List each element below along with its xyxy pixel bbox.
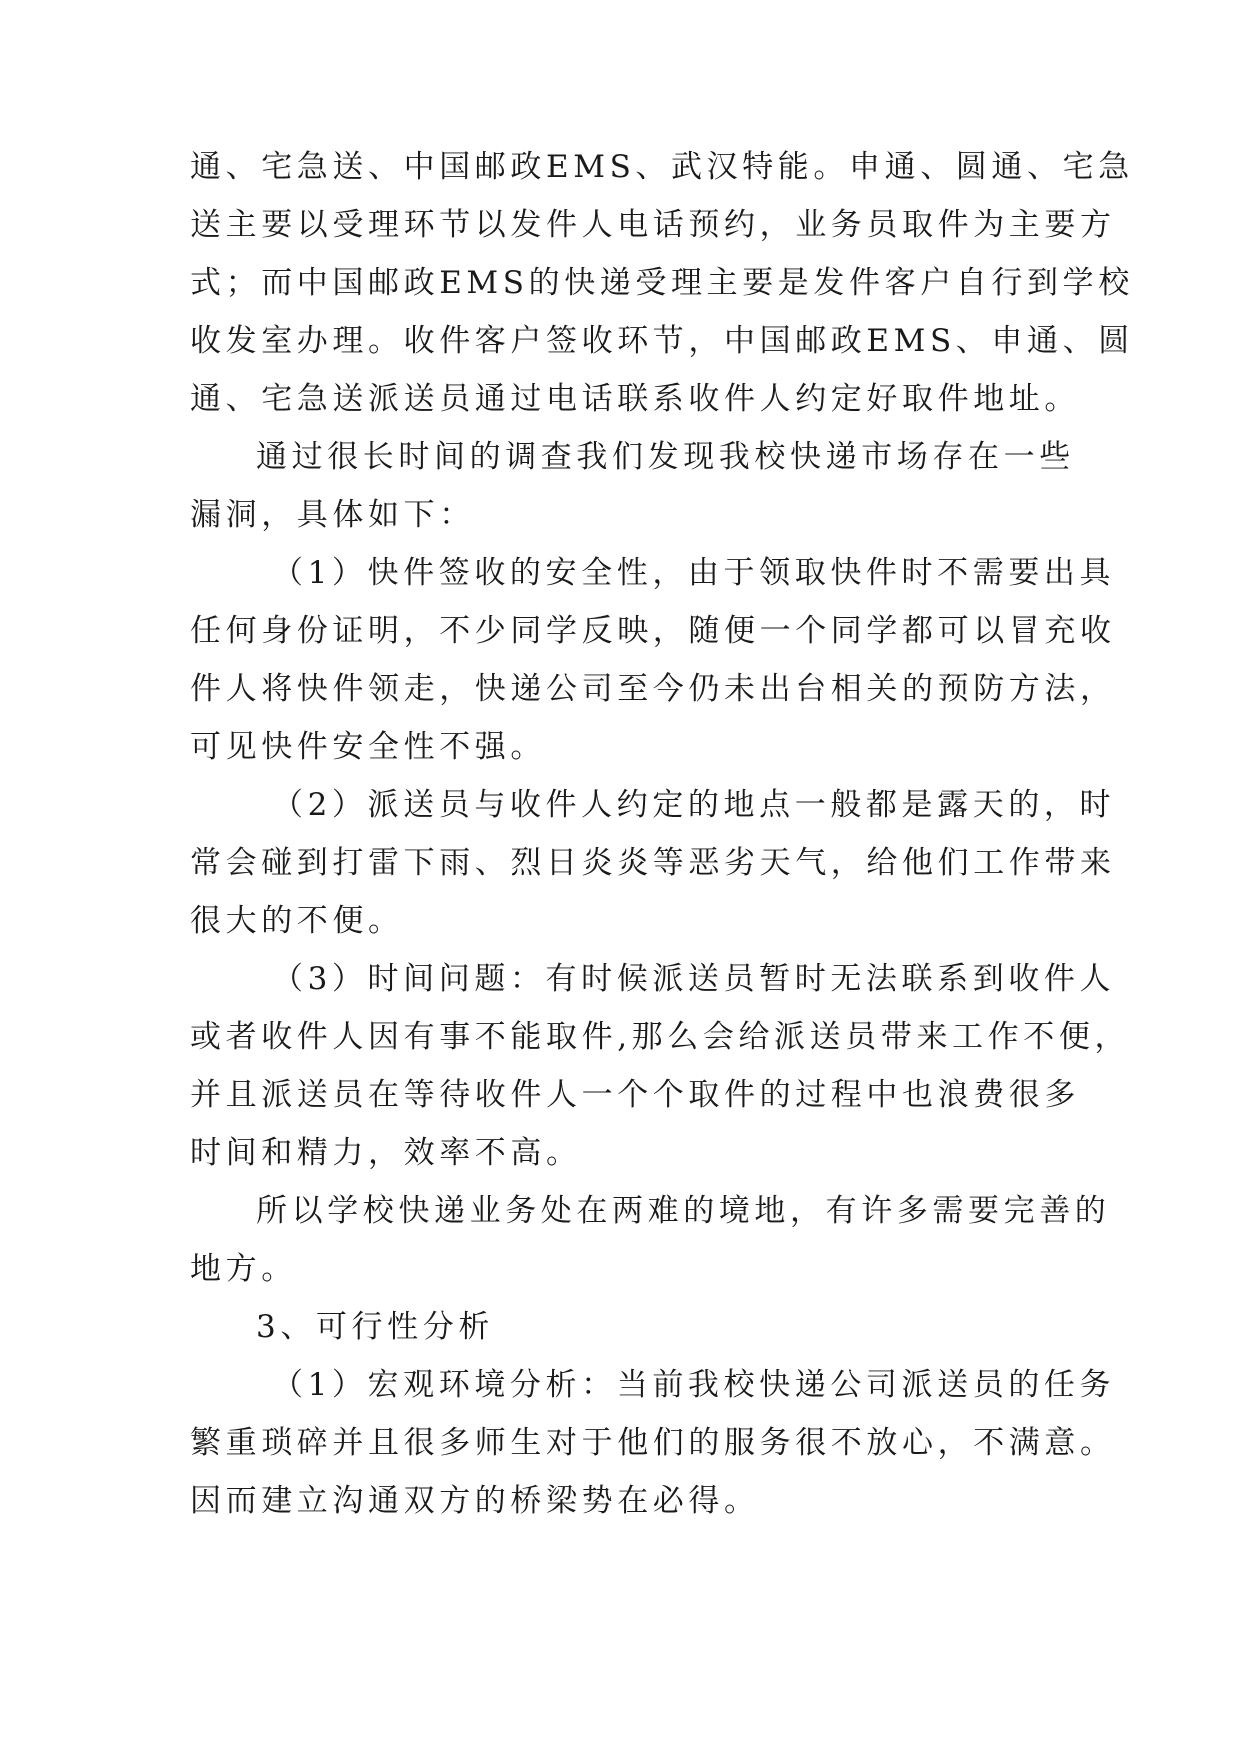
text-line-23: 繁重琐碎并且很多师生对于他们的服务很不放心，不满意。 xyxy=(190,1425,1116,1461)
text-line-12: （2）派送员与收件人约定的地点一般都是露天的，时 xyxy=(272,787,1116,823)
text-line-24: 因而建立沟通双方的桥梁势在必得。 xyxy=(190,1483,760,1519)
text-line-11: 可见快件安全性不强。 xyxy=(190,729,546,765)
text-line-20: 地方。 xyxy=(190,1251,297,1287)
text-line-16: 或者收件人因有事不能取件,那么会给派送员带来工作不便， xyxy=(190,1019,1131,1055)
text-line-3: 式；而中国邮政EMS的快递受理主要是发件客户自行到学校 xyxy=(190,265,1134,301)
text-line-18: 时间和精力，效率不高。 xyxy=(190,1135,582,1171)
text-line-13: 常会碰到打雷下雨、烈日炎炎等恶劣天气，给他们工作带来 xyxy=(190,845,1116,881)
text-line-7: 漏洞，具体如下： xyxy=(190,497,475,533)
text-line-5: 通、宅急送派送员通过电话联系收件人约定好取件地址。 xyxy=(190,381,1080,417)
text-line-1: 通、宅急送、中国邮政EMS、武汉特能。申通、圆通、宅急 xyxy=(190,149,1134,185)
text-line-9: 任何身份证明，不少同学反映，随便一个同学都可以冒充收 xyxy=(190,613,1116,649)
text-line-4: 收发室办理。收件客户签收环节，中国邮政EMS、申通、圆 xyxy=(190,323,1134,359)
text-line-22: （1）宏观环境分析：当前我校快递公司派送员的任务 xyxy=(272,1367,1116,1403)
text-line-15: （3）时间问题：有时候派送员暂时无法联系到收件人 xyxy=(272,961,1116,997)
section-heading: 3、可行性分析 xyxy=(256,1309,494,1345)
text-line-10: 件人将快件领走，快递公司至今仍未出台相关的预防方法， xyxy=(190,671,1116,707)
text-line-19: 所以学校快递业务处在两难的境地，有许多需要完善的 xyxy=(256,1193,1111,1229)
text-line-8: （1）快件签收的安全性，由于领取快件时不需要出具 xyxy=(272,555,1116,591)
text-line-2: 送主要以受理环节以发件人电话预约，业务员取件为主要方 xyxy=(190,207,1116,243)
text-line-14: 很大的不便。 xyxy=(190,903,404,939)
text-line-6: 通过很长时间的调查我们发现我校快递市场存在一些 xyxy=(256,439,1075,475)
text-line-17: 并且派送员在等待收件人一个个取件的过程中也浪费很多 xyxy=(190,1077,1080,1113)
